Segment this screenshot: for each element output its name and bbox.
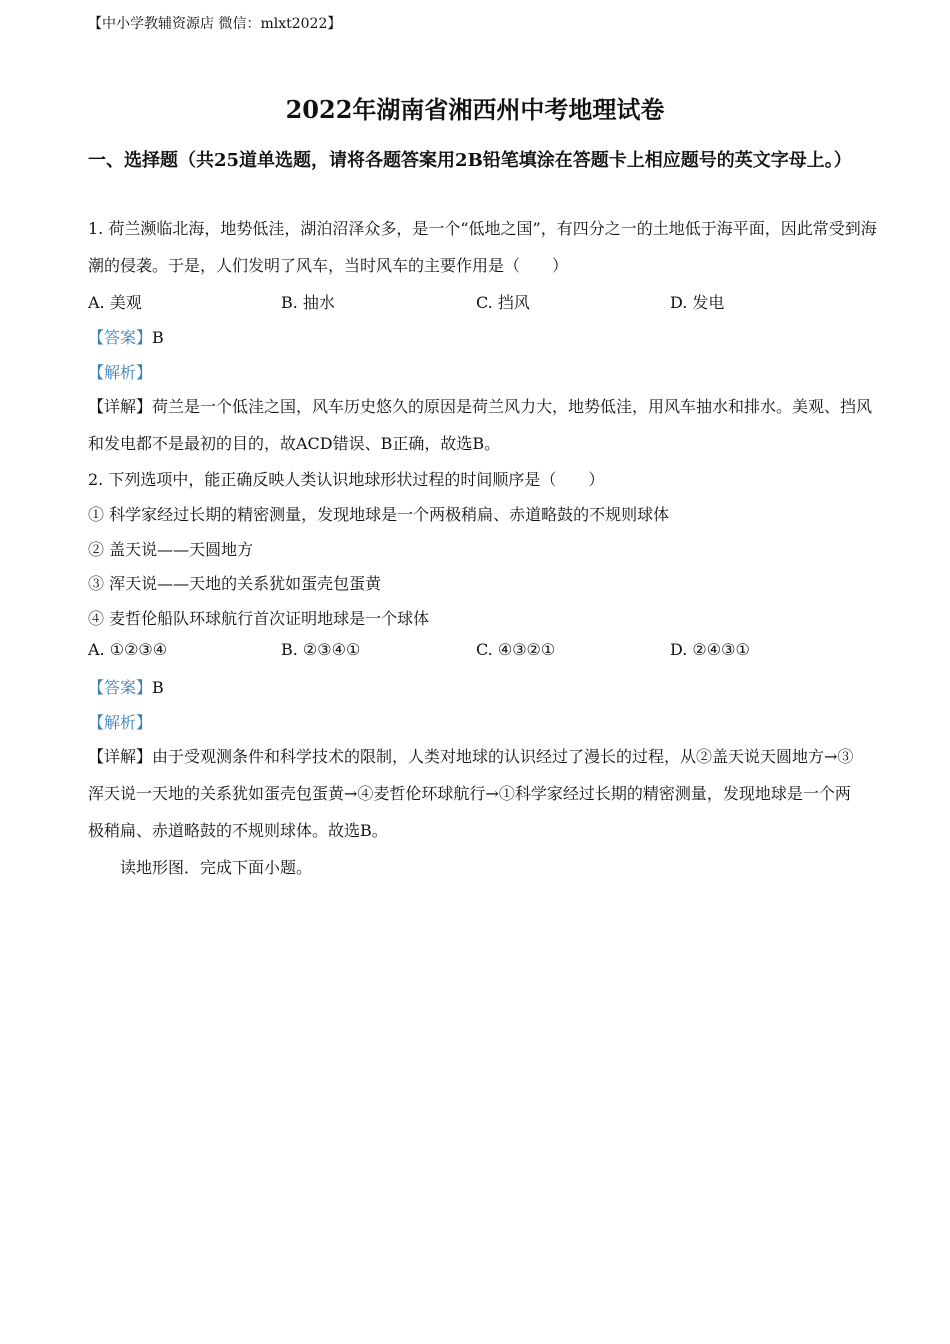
section-heading: 一、选择题（共25道单选题，请将各题答案用2B铅笔填涂在答题卡上相应题号的英文字母上。） <box>88 150 852 171</box>
q2-item-1: ① 科学家经过长期的精密测量，发现地球是一个两极稍扁、赤道略鼓的不规则球体 <box>88 505 670 524</box>
q1-option-c: C. 挡风 <box>476 293 530 312</box>
page-title: 2022年湖南省湘西州中考地理试卷 <box>285 95 665 124</box>
q2-option-b: B. ②③④① <box>281 640 361 659</box>
q1-detail <box>88 388 878 462</box>
detail-tag: 【详解】 <box>88 747 153 766</box>
q1-option-a: A. 美观 <box>88 293 142 312</box>
answer-value: B <box>152 678 164 697</box>
header-tag: 【中小学教辅资源店 微信：mlxt2022】 <box>88 16 342 32</box>
instruction-text: 读地形图．完成下面小题。 <box>120 858 313 877</box>
q1-option-b: B. 抽水 <box>281 293 335 312</box>
detail-text: 荷兰是一个低洼之国，风车历史悠久的原因是荷兰风力大，地势低洼，用风车抽水和排水。美观、挡风和发电都不是最初的目的，故ACD错误、B正确，故选B。 <box>88 397 873 453</box>
detail-tag: 【详解】 <box>88 397 153 416</box>
q2-option-a: A. ①②③④ <box>88 640 168 659</box>
answer-tag: 【答案】 <box>88 328 153 347</box>
q2-analysis-tag: 【解析】 <box>88 713 153 732</box>
q1-analysis-tag: 【解析】 <box>88 363 153 382</box>
q2-item-2: ② 盖天说——天圆地方 <box>88 540 254 559</box>
q2-option-d: D. ②④③① <box>670 640 750 659</box>
q2-answer <box>88 675 164 698</box>
q2-item-4: ④ 麦哲伦船队环球航行首次证明地球是一个球体 <box>88 609 430 628</box>
q2-item-3: ③ 浑天说——天地的关系犹如蛋壳包蛋黄 <box>88 574 382 593</box>
q2-detail <box>88 738 863 849</box>
detail-text: 由于受观测条件和科学技术的限制，人类对地球的认识经过了漫长的过程，从②盖天说天圆地方→③浑天说一天地的关系犹如蛋壳包蛋黄→④麦哲伦环球航行→①科学家经过长期的精密测量，发现地球是一个两极稍扁、赤道略鼓的不规则球体。故选B。 <box>88 747 854 840</box>
answer-value: B <box>152 328 164 347</box>
question-2-stem: 2. 下列选项中，能正确反映人类认识地球形状过程的时间顺序是（ ） <box>88 470 605 489</box>
q1-option-d: D. 发电 <box>670 293 725 312</box>
answer-tag: 【答案】 <box>88 678 153 697</box>
q1-answer <box>88 325 164 348</box>
question-1-stem: 1. 荷兰濒临北海，地势低洼，湖泊沼泽众多，是一个“低地之国”，有四分之一的土地低于海平面，因此常受到海潮的侵袭。于是，人们发明了风车，当时风车的主要作用是（ ） <box>88 219 877 275</box>
q2-option-c: C. ④③②① <box>476 640 556 659</box>
